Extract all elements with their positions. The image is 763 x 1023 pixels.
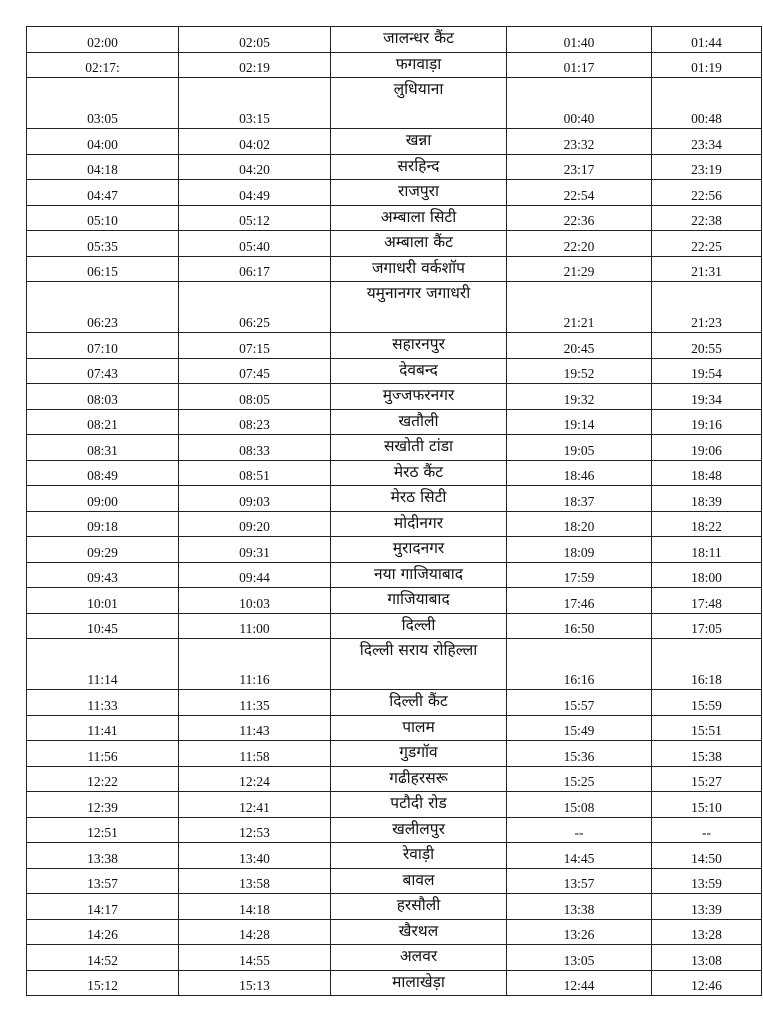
arrival-time-cell: 14:26 [27,919,179,945]
departure-time-cell: 13:40 [179,843,331,869]
arrival-time-cell: 04:18 [27,154,179,180]
return-arrival-time-cell: 23:17 [507,154,652,180]
table-row [27,205,762,231]
departure-time-cell: 11:00 [179,613,331,639]
table-row [27,639,762,690]
table-row [27,486,762,512]
table-row [27,435,762,461]
departure-time-cell: 09:31 [179,537,331,563]
arrival-time-cell: 06:15 [27,256,179,282]
return-departure-time-cell: 22:38 [652,205,762,231]
arrival-time-cell: 12:39 [27,792,179,818]
return-arrival-time-cell: 00:40 [507,78,652,129]
station-name-cell: खैरथल [331,919,507,945]
station-name-cell: दिल्ली सराय रोहिल्ला [331,639,507,690]
timetable [26,26,762,996]
arrival-time-cell: 06:23 [27,282,179,333]
return-arrival-time-cell: 19:52 [507,358,652,384]
table-row [27,333,762,359]
table-row [27,154,762,180]
arrival-time-cell: 09:43 [27,562,179,588]
return-departure-time-cell: 12:46 [652,970,762,996]
table-row [27,27,762,53]
departure-time-cell: 11:35 [179,690,331,716]
table-row [27,282,762,333]
arrival-time-cell: 09:29 [27,537,179,563]
arrival-time-cell: 05:35 [27,231,179,257]
departure-time-cell: 14:18 [179,894,331,920]
arrival-time-cell: 10:01 [27,588,179,614]
station-name-cell: गढीहरसरू [331,766,507,792]
return-arrival-time-cell: 12:44 [507,970,652,996]
return-arrival-time-cell: 15:57 [507,690,652,716]
station-name-cell: जालन्धर कैंट [331,27,507,53]
table-row [27,180,762,206]
table-row [27,613,762,639]
arrival-time-cell: 15:12 [27,970,179,996]
return-departure-time-cell: 15:38 [652,741,762,767]
return-arrival-time-cell: 23:32 [507,129,652,155]
return-arrival-time-cell: 15:49 [507,715,652,741]
return-arrival-time-cell: 17:46 [507,588,652,614]
arrival-time-cell: 02:00 [27,27,179,53]
station-name-cell: राजपुरा [331,180,507,206]
arrival-time-cell: 04:00 [27,129,179,155]
return-arrival-time-cell: 22:20 [507,231,652,257]
return-arrival-time-cell: 13:05 [507,945,652,971]
arrival-time-cell: 03:05 [27,78,179,129]
return-departure-time-cell: 22:56 [652,180,762,206]
return-departure-time-cell: 01:19 [652,52,762,78]
station-name-cell: पटौदी रोड [331,792,507,818]
station-name-cell: जगाधरी वर्कशॉप [331,256,507,282]
return-departure-time-cell: 18:22 [652,511,762,537]
departure-time-cell: 13:58 [179,868,331,894]
station-name-cell: मुज्जफरनगर [331,384,507,410]
arrival-time-cell: 09:18 [27,511,179,537]
return-departure-time-cell: 15:10 [652,792,762,818]
return-arrival-time-cell: 16:16 [507,639,652,690]
return-departure-time-cell: 21:23 [652,282,762,333]
return-departure-time-cell: 15:27 [652,766,762,792]
station-name-cell: देवबन्द [331,358,507,384]
return-departure-time-cell: 18:39 [652,486,762,512]
arrival-time-cell: 13:57 [27,868,179,894]
departure-time-cell: 11:43 [179,715,331,741]
departure-time-cell: 11:58 [179,741,331,767]
return-departure-time-cell: 13:39 [652,894,762,920]
departure-time-cell: 12:53 [179,817,331,843]
return-departure-time-cell: 15:51 [652,715,762,741]
return-departure-time-cell: 17:48 [652,588,762,614]
table-row [27,894,762,920]
return-departure-time-cell: 18:11 [652,537,762,563]
return-departure-time-cell: 13:59 [652,868,762,894]
departure-time-cell: 05:12 [179,205,331,231]
station-name-cell: मुरादनगर [331,537,507,563]
table-row [27,256,762,282]
table-row [27,588,762,614]
table-row [27,715,762,741]
table-row [27,945,762,971]
table-row [27,741,762,767]
return-departure-time-cell: -- [652,817,762,843]
return-departure-time-cell: 01:44 [652,27,762,53]
return-arrival-time-cell: 01:17 [507,52,652,78]
arrival-time-cell: 10:45 [27,613,179,639]
station-name-cell: गुडगॉव [331,741,507,767]
station-name-cell: सरहिन्द [331,154,507,180]
departure-time-cell: 09:03 [179,486,331,512]
return-arrival-time-cell: 01:40 [507,27,652,53]
departure-time-cell: 12:24 [179,766,331,792]
return-departure-time-cell: 20:55 [652,333,762,359]
departure-time-cell: 10:03 [179,588,331,614]
table-row [27,511,762,537]
departure-time-cell: 05:40 [179,231,331,257]
arrival-time-cell: 11:14 [27,639,179,690]
station-name-cell: दिल्ली कैंट [331,690,507,716]
return-arrival-time-cell: -- [507,817,652,843]
return-arrival-time-cell: 17:59 [507,562,652,588]
station-name-cell: मालाखेड़ा [331,970,507,996]
return-departure-time-cell: 18:00 [652,562,762,588]
return-arrival-time-cell: 20:45 [507,333,652,359]
table-row [27,970,762,996]
table-row [27,868,762,894]
table-row [27,766,762,792]
return-departure-time-cell: 21:31 [652,256,762,282]
station-name-cell: अम्बाला कैंट [331,231,507,257]
station-name-cell: अम्बाला सिटी [331,205,507,231]
departure-time-cell: 09:44 [179,562,331,588]
return-departure-time-cell: 17:05 [652,613,762,639]
return-departure-time-cell: 23:34 [652,129,762,155]
return-arrival-time-cell: 15:08 [507,792,652,818]
station-name-cell: फगवाड़ा [331,52,507,78]
arrival-time-cell: 13:38 [27,843,179,869]
station-name-cell: बावल [331,868,507,894]
departure-time-cell: 09:20 [179,511,331,537]
return-arrival-time-cell: 13:26 [507,919,652,945]
arrival-time-cell: 11:56 [27,741,179,767]
station-name-cell: मेरठ सिटी [331,486,507,512]
arrival-time-cell: 05:10 [27,205,179,231]
return-departure-time-cell: 00:48 [652,78,762,129]
arrival-time-cell: 07:43 [27,358,179,384]
table-row [27,52,762,78]
table-row [27,690,762,716]
return-departure-time-cell: 19:06 [652,435,762,461]
departure-time-cell: 14:55 [179,945,331,971]
return-arrival-time-cell: 21:29 [507,256,652,282]
arrival-time-cell: 12:22 [27,766,179,792]
table-row [27,78,762,129]
arrival-time-cell: 08:21 [27,409,179,435]
arrival-time-cell: 14:17 [27,894,179,920]
station-name-cell: यमुनानगर जगाधरी [331,282,507,333]
return-arrival-time-cell: 19:05 [507,435,652,461]
station-name-cell: खन्ना [331,129,507,155]
return-arrival-time-cell: 13:57 [507,868,652,894]
return-departure-time-cell: 16:18 [652,639,762,690]
return-departure-time-cell: 13:08 [652,945,762,971]
return-departure-time-cell: 19:16 [652,409,762,435]
table-row [27,358,762,384]
departure-time-cell: 04:49 [179,180,331,206]
departure-time-cell: 07:15 [179,333,331,359]
return-departure-time-cell: 22:25 [652,231,762,257]
return-arrival-time-cell: 16:50 [507,613,652,639]
table-row [27,792,762,818]
return-arrival-time-cell: 18:09 [507,537,652,563]
return-arrival-time-cell: 22:54 [507,180,652,206]
return-departure-time-cell: 14:50 [652,843,762,869]
departure-time-cell: 04:20 [179,154,331,180]
return-arrival-time-cell: 18:20 [507,511,652,537]
table-row [27,562,762,588]
arrival-time-cell: 09:00 [27,486,179,512]
arrival-time-cell: 08:49 [27,460,179,486]
return-departure-time-cell: 19:54 [652,358,762,384]
station-name-cell: मोदीनगर [331,511,507,537]
departure-time-cell: 07:45 [179,358,331,384]
station-name-cell: सहारनपुर [331,333,507,359]
return-departure-time-cell: 19:34 [652,384,762,410]
station-name-cell: लुधियाना [331,78,507,129]
table-row [27,460,762,486]
table-row [27,129,762,155]
departure-time-cell: 06:17 [179,256,331,282]
return-arrival-time-cell: 19:32 [507,384,652,410]
station-name-cell: दिल्ली [331,613,507,639]
table-row [27,817,762,843]
return-arrival-time-cell: 18:46 [507,460,652,486]
station-name-cell: अलवर [331,945,507,971]
arrival-time-cell: 02:17: [27,52,179,78]
departure-time-cell: 02:05 [179,27,331,53]
return-departure-time-cell: 18:48 [652,460,762,486]
station-name-cell: नया गाजियाबाद [331,562,507,588]
return-arrival-time-cell: 13:38 [507,894,652,920]
departure-time-cell: 04:02 [179,129,331,155]
arrival-time-cell: 04:47 [27,180,179,206]
table-row [27,384,762,410]
arrival-time-cell: 12:51 [27,817,179,843]
departure-time-cell: 14:28 [179,919,331,945]
station-name-cell: हरसौली [331,894,507,920]
departure-time-cell: 06:25 [179,282,331,333]
return-departure-time-cell: 15:59 [652,690,762,716]
return-arrival-time-cell: 15:36 [507,741,652,767]
return-arrival-time-cell: 15:25 [507,766,652,792]
departure-time-cell: 08:51 [179,460,331,486]
departure-time-cell: 08:23 [179,409,331,435]
departure-time-cell: 11:16 [179,639,331,690]
departure-time-cell: 03:15 [179,78,331,129]
station-name-cell: पालम [331,715,507,741]
arrival-time-cell: 07:10 [27,333,179,359]
arrival-time-cell: 11:33 [27,690,179,716]
station-name-cell: खतौली [331,409,507,435]
table-row [27,231,762,257]
return-arrival-time-cell: 14:45 [507,843,652,869]
departure-time-cell: 15:13 [179,970,331,996]
departure-time-cell: 08:33 [179,435,331,461]
station-name-cell: मेरठ कैंट [331,460,507,486]
station-name-cell: सखोती टांडा [331,435,507,461]
station-name-cell: खलीलपुर [331,817,507,843]
arrival-time-cell: 08:31 [27,435,179,461]
return-arrival-time-cell: 18:37 [507,486,652,512]
arrival-time-cell: 08:03 [27,384,179,410]
timetable-body [27,27,762,996]
return-departure-time-cell: 23:19 [652,154,762,180]
departure-time-cell: 02:19 [179,52,331,78]
return-departure-time-cell: 13:28 [652,919,762,945]
table-row [27,537,762,563]
return-arrival-time-cell: 21:21 [507,282,652,333]
table-row [27,919,762,945]
station-name-cell: रेवाड़ी [331,843,507,869]
station-name-cell: गाजियाबाद [331,588,507,614]
table-row [27,843,762,869]
departure-time-cell: 08:05 [179,384,331,410]
departure-time-cell: 12:41 [179,792,331,818]
return-arrival-time-cell: 22:36 [507,205,652,231]
arrival-time-cell: 14:52 [27,945,179,971]
arrival-time-cell: 11:41 [27,715,179,741]
table-row [27,409,762,435]
return-arrival-time-cell: 19:14 [507,409,652,435]
